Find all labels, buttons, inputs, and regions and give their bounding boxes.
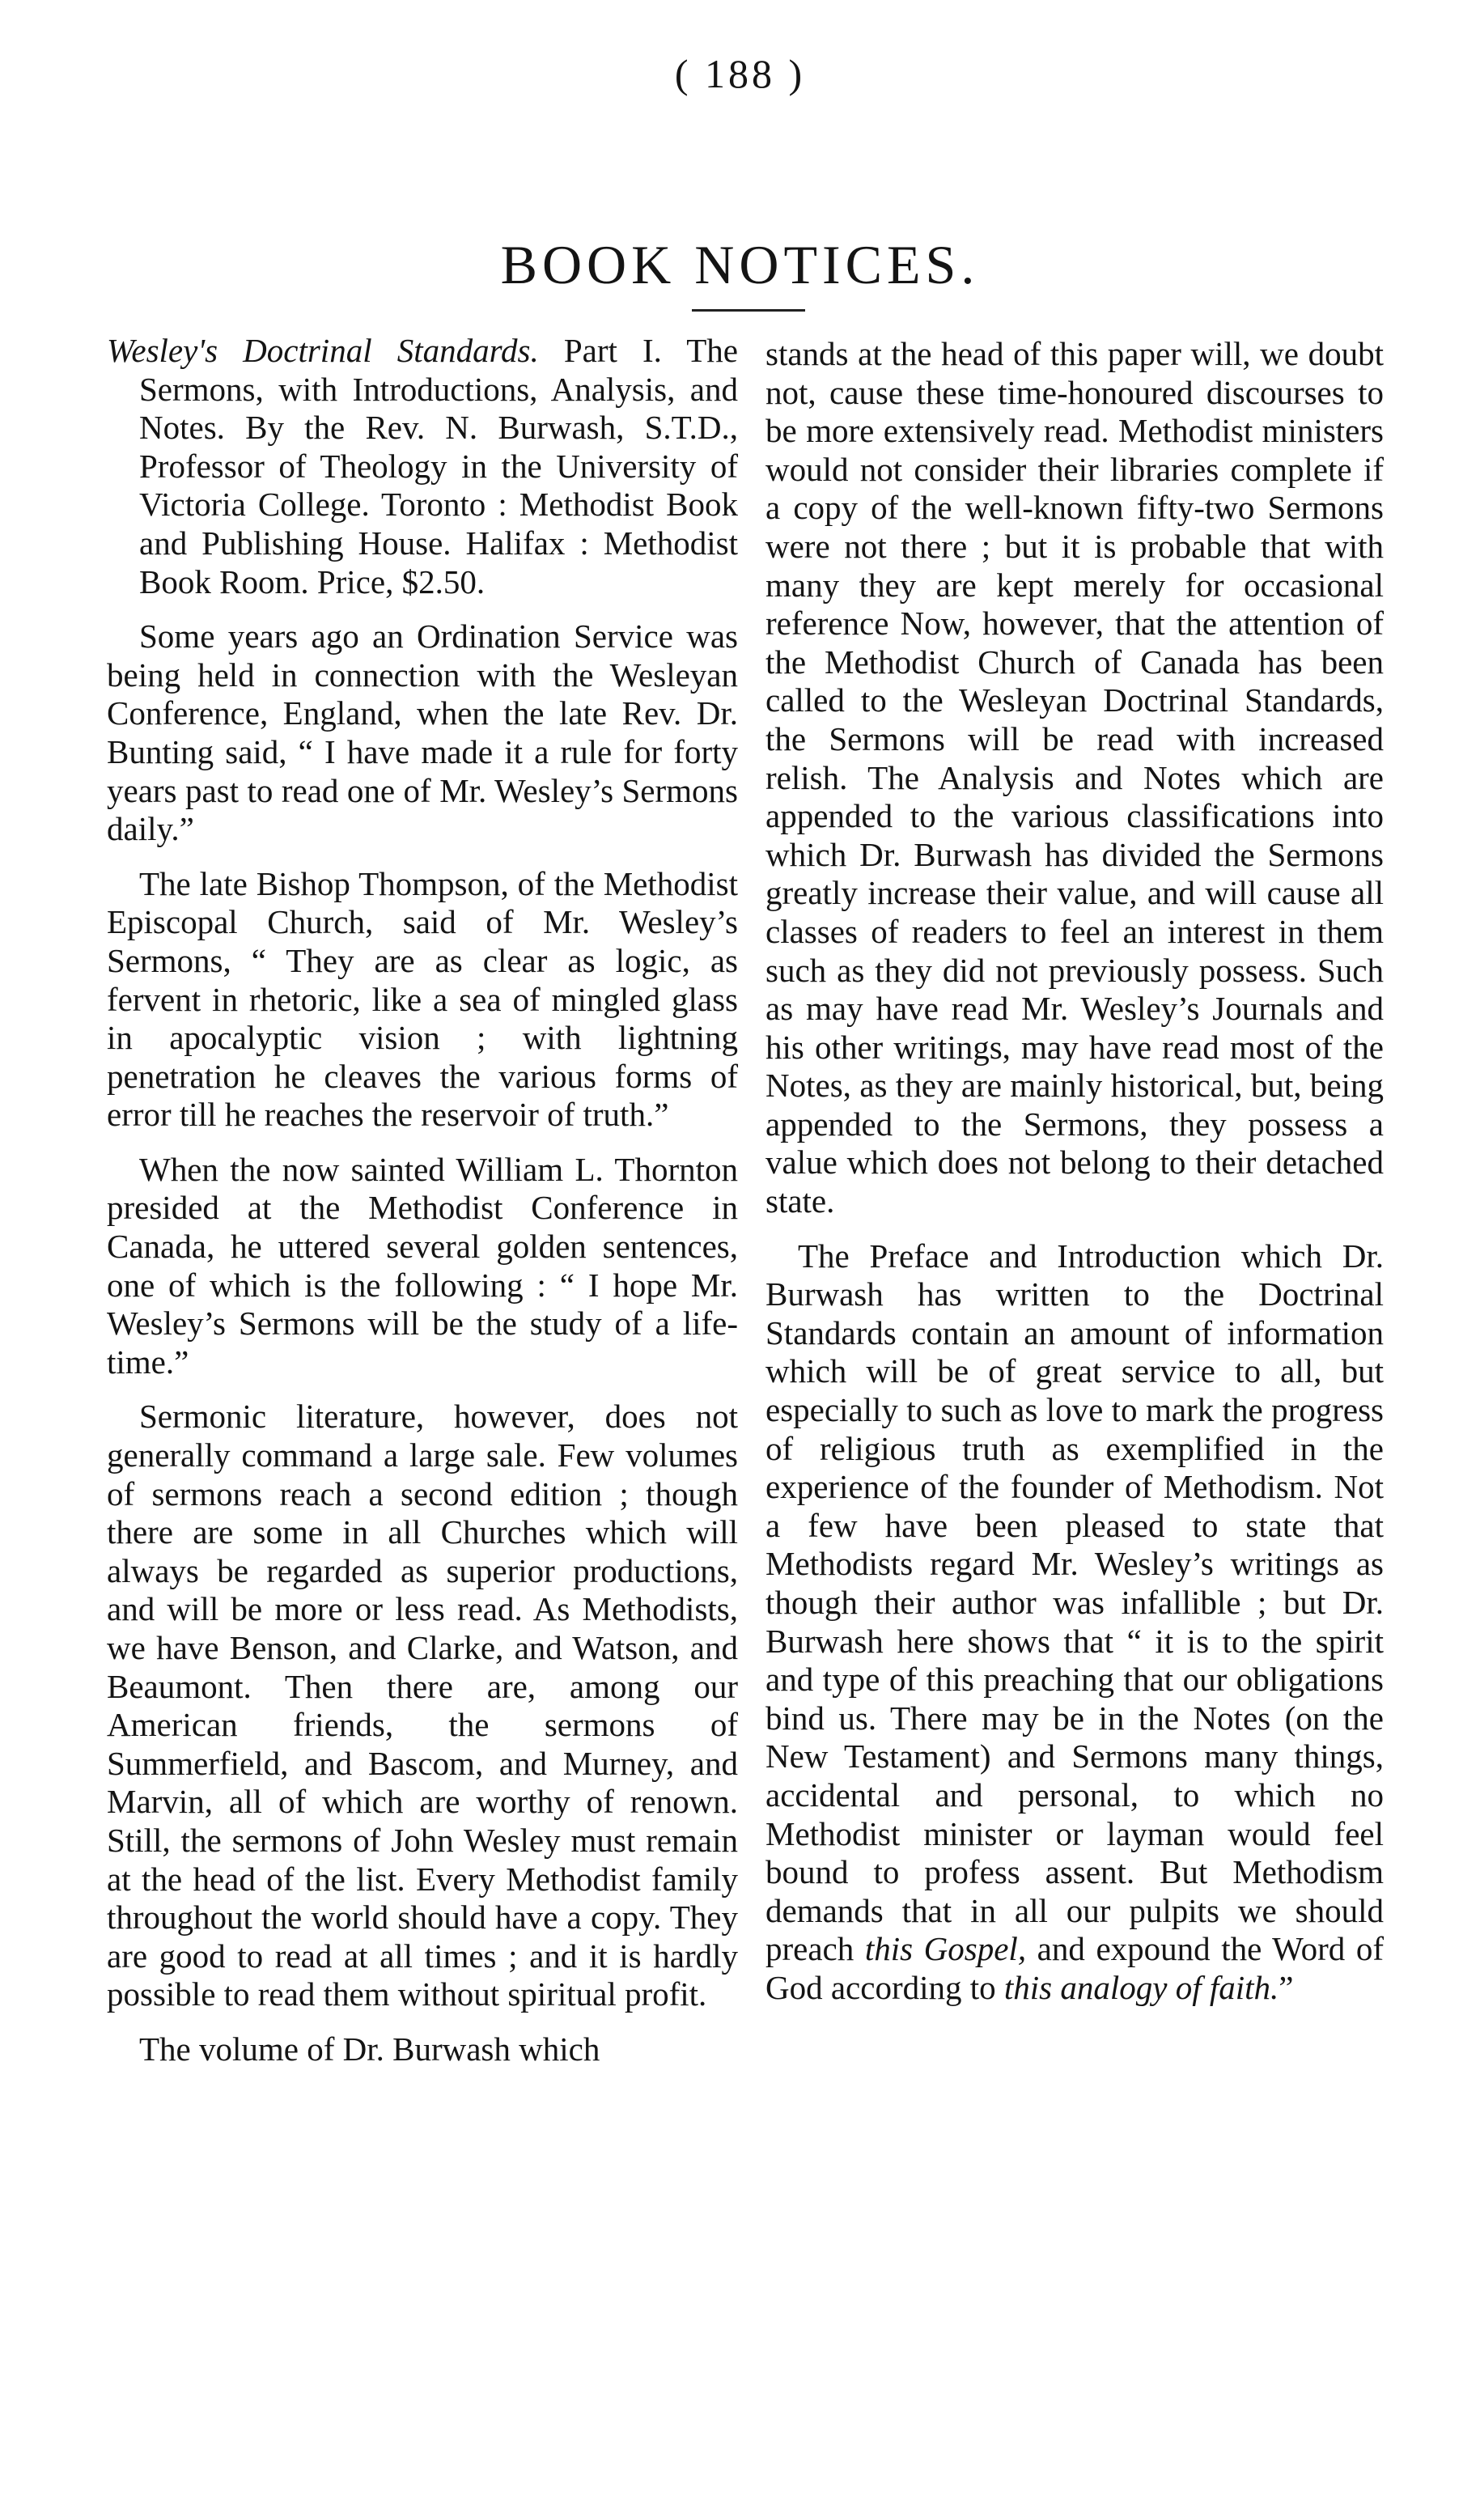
book-details: Part I. The Sermons, with Introductions, Analysis, and Notes. By the Rev. N. Burwash, S.T.D., Professor of Theology in the University of Victoria College. Toronto : Methodist Book and Publishing House. Halifax : Methodist Book Room. Price, $2.50.	[139, 332, 738, 600]
paragraph-bishop-thompson: The late Bishop Thompson, of the Methodist Episcopal Church, said of Mr. Wesley’s Sermons, “ They are as clear as logic, as fervent in rhetoric, like a sea of mingled glass in apocalyptic vision ; with lightning penetration he cleaves the various forms of error till he reaches the reservoir of truth.”	[107, 864, 738, 1134]
book-title: Wesley's Doctrinal Standards.	[107, 332, 539, 369]
preface-text: The Preface and Introduction which Dr. Burwash has written to the Doctrinal Standards contain an amount of information which will be of great service to all, but especially to such as love to mark the progress of religious truth as exemplified in the experience of the founder of Methodism. Not a few have been pleased to state that Methodists regard Mr. Wesley’s writings as though their author was infallible ; but Dr. Burwash here shows that “ it is to the spirit and type of this preaching that our obligations bind us. There may be in the Notes (on the New Testament) and Sermons many things, accidental and personal, to which no Methodist minister or layman would feel bound to profess assent. But Methodism demands that in all our pulpits we should preach	[765, 1237, 1384, 1968]
paragraph-preface	[765, 1237, 1384, 2008]
title-divider	[692, 309, 805, 312]
preface-emphasis-analogy: this analogy of faith.	[1003, 1968, 1279, 2006]
paragraph-thornton: When the now sainted William L. Thornton presided at the Methodist Conference in Canada, he uttered several golden sentences, one of which is the following : “ I hope Mr. Wesley’s Sermons will be the study of a life-time.”	[107, 1150, 738, 1381]
book-citation	[107, 332, 738, 601]
paragraph-sermonic-literature: Sermonic literature, however, does not generally command a large sale. Few volumes of sermons reach a second edition ; though there are some in all Churches which will always be regarded as superior productions, and will be more or less read. As Methodists, we have Benson, and Clarke, and Watson, and Beaumont. Then there are, among our American friends, the sermons of Summerfield, and Bascom, and Murney, and Marvin, all of which are worthy of renown. Still, the sermons of John Wesley must remain at the head of the list. Every Methodist family throughout the world should have a copy. They are good to read at all times ; and it is hardly possible to read them without spiritual profit.	[107, 1398, 738, 2013]
preface-emphasis-gospel: this Gospel,	[864, 1930, 1027, 1968]
page-title: BOOK NOTICES.	[500, 234, 980, 295]
right-column	[765, 335, 1384, 2024]
left-column	[107, 332, 738, 2085]
paragraph-ordination: Some years ago an Ordination Service was being held in connection with the Wesleyan Conference, England, when the late Rev. Dr. Bunting said, “ I have made it a rule for forty years past to read one of Mr. Wesley’s Sermons daily.”	[107, 617, 738, 848]
paragraph-continuation: stands at the head of this paper will, we doubt not, cause these time-honoured discourses to be more extensively read. Methodist ministers would not consider their libraries complete if a copy of the well-known fifty-two Sermons were not there ; but it is probable that with many they are kept merely for occasional reference Now, however, that the attention of the Methodist Church of Canada has been called to the Wesleyan Doctrinal Standards, the Sermons will be read with increased relish. The Analysis and Notes which are appended to the various classifications into which Dr. Burwash has divided the Sermons greatly increase their value, and will cause all classes of readers to feel an interest in them such as they did not previously possess. Such as may have read Mr. Wesley’s Journals and his other writings, may have read most of the Notes, as they are mainly historical, but, being appended to the Sermons, they possess a value which does not belong to their detached state.	[765, 335, 1384, 1220]
preface-closing-quote: ”	[1279, 1968, 1294, 2006]
preface-middle: and expound the Word of God according to	[765, 1930, 1384, 2006]
paragraph-volume-start: The volume of Dr. Burwash which	[139, 2030, 600, 2068]
page-number: ( 188 )	[674, 51, 806, 96]
